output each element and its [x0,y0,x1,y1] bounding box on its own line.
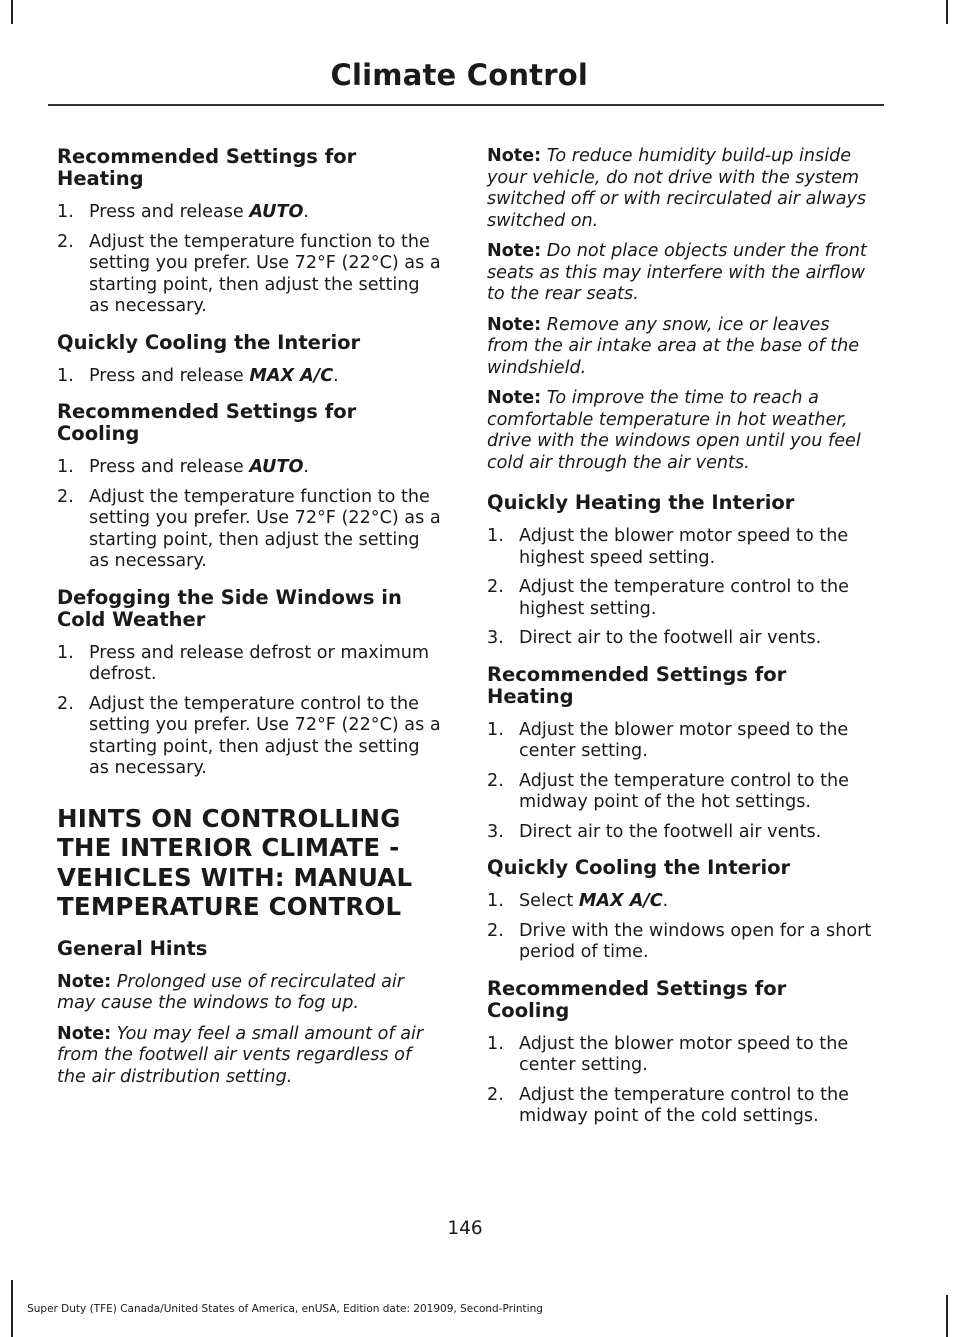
note [57,1024,445,1089]
list-item [57,202,445,224]
note-label: Note: [487,388,542,408]
item-text: Adjust the temperature control to the setting you prefer. Use 72°F (22°C) as a starting point, then adjust the setting as necessary. [89,693,441,778]
note-label: Note: [487,241,542,261]
item-number: 1. [57,642,74,663]
item-number: 1. [487,526,504,546]
item-text: . [303,202,310,222]
item-number: 2. [57,231,74,252]
section-heading: Recommended Settings for Heating [487,662,787,708]
page-title: Climate Control [330,58,588,92]
note-label: Note: [57,1023,112,1044]
note-text: To reduce humidity build-up inside your vehicle, do not drive with the system switched off or with recirculated air always switched on. [487,146,867,231]
item-number: 2. [57,693,74,714]
section-heading: Quickly Cooling the Interior [487,856,791,879]
note-label: Note: [487,314,542,335]
item-number: 1. [487,891,504,911]
steps-list [57,457,445,573]
note-text: Prolonged use of recirculated air may cause the windows to fog up. [57,971,404,1013]
list-item [57,487,445,573]
control-label: MAX A/C [578,891,663,911]
list-item [57,232,445,318]
item-text: Direct air to the footwell air vents. [519,821,822,842]
item-text: Adjust the temperature control to the midway point of the cold settings. [519,1084,849,1126]
note [57,972,445,1015]
item-number: 1. [57,457,74,477]
item-number: 2. [57,486,74,507]
item-text: Select [519,891,579,911]
list-item [487,1034,875,1077]
crop-mark-bottom-right [946,1295,948,1337]
list-item [57,457,445,479]
item-text: . [333,365,339,386]
steps-list [487,1034,875,1128]
note-text: You may feel a small amount of air from the footwell air vents regardless of the air distribution setting. [57,1023,424,1087]
item-text: Adjust the temperature function to the setting you prefer. Use 72°F (22°C) as a starting point, then adjust the setting as necessary. [89,486,441,571]
item-text: Adjust the blower motor speed to the center setting. [519,1033,849,1075]
item-text: . [662,891,669,911]
steps-list [487,891,875,964]
chapter-heading: HINTS ON CONTROLLING THE INTERIOR CLIMATE - VEHICLES WITH: MANUAL TEMPERATURE CONTROL [57,803,413,921]
list-item [487,720,875,763]
note-text: Do not place objects under the front seats as this may interfere with the airflow to the rear seats. [487,241,867,304]
item-text: Direct air to the footwell air vents. [519,628,822,648]
crop-mark-top-right [946,0,948,24]
control-label: AUTO [249,202,304,222]
note-text: Remove any snow, ice or leaves from the air intake area at the base of the windshield. [487,314,860,378]
right-column [487,146,875,1142]
section-heading: General Hints [57,936,208,960]
left-column [57,146,445,1097]
section-heading: Recommended Settings for Cooling [57,400,357,445]
list-item [487,1085,875,1128]
list-item [487,628,875,650]
list-item [487,921,875,964]
note [487,146,875,232]
item-text: Press and release [89,457,250,477]
item-text: Press and release [89,365,250,386]
item-text: Adjust the temperature control to the midway point of the hot settings. [519,770,849,812]
section-heading: Defogging the Side Windows in Cold Weather [57,585,402,631]
item-number: 3. [487,821,504,842]
item-number: 2. [487,770,504,791]
item-text: Adjust the blower motor speed to the highest speed setting. [519,526,849,568]
steps-list [57,202,445,318]
item-text: Adjust the blower motor speed to the center setting. [519,719,849,761]
section-heading: Recommended Settings for Heating [57,145,357,190]
crop-mark-top-left [11,0,13,24]
list-item [487,526,875,569]
steps-list [487,526,875,650]
list-item [57,694,445,780]
list-item [57,643,445,686]
section-heading: Recommended Settings for Cooling [487,976,787,1022]
note-label: Note: [57,971,112,992]
control-label: AUTO [249,457,304,477]
section-heading: Quickly Heating the Interior [487,491,795,514]
note-label: Note: [487,146,542,166]
list-item [487,822,875,844]
steps-list [57,366,445,388]
note [487,388,875,474]
steps-list [57,643,445,780]
item-number: 1. [57,365,74,386]
note [487,315,875,380]
header-divider [48,104,884,106]
note [487,241,875,306]
page-number: 146 [447,1218,483,1239]
note-text: To improve the time to reach a comfortable temperature in hot weather, drive with the windows open until you feel cold air through the air vents. [487,388,861,473]
list-item [57,366,445,388]
item-text: Press and release [89,202,250,222]
list-item [487,891,875,913]
item-number: 1. [487,1033,504,1054]
item-number: 1. [487,719,504,740]
item-text: Drive with the windows open for a short period of time. [519,920,872,962]
control-label: MAX A/C [249,365,334,386]
section-heading: Quickly Cooling the Interior [57,330,361,354]
item-text: . [303,457,310,477]
list-item [487,771,875,814]
item-text: Adjust the temperature control to the highest setting. [519,577,849,619]
footer-edition-info: Super Duty (TFE) Canada/United States of America, enUSA, Edition date: 201909, Second-Printing [27,1303,543,1315]
item-number: 2. [487,1084,504,1105]
item-number: 1. [57,202,74,222]
steps-list [487,720,875,844]
list-item [487,577,875,620]
item-text: Adjust the temperature function to the setting you prefer. Use 72°F (22°C) as a starting point, then adjust the setting as necessary. [89,231,441,316]
item-number: 2. [487,920,504,941]
item-number: 3. [487,628,504,648]
item-text: Press and release defrost or maximum defrost. [89,642,430,684]
item-number: 2. [487,577,504,597]
